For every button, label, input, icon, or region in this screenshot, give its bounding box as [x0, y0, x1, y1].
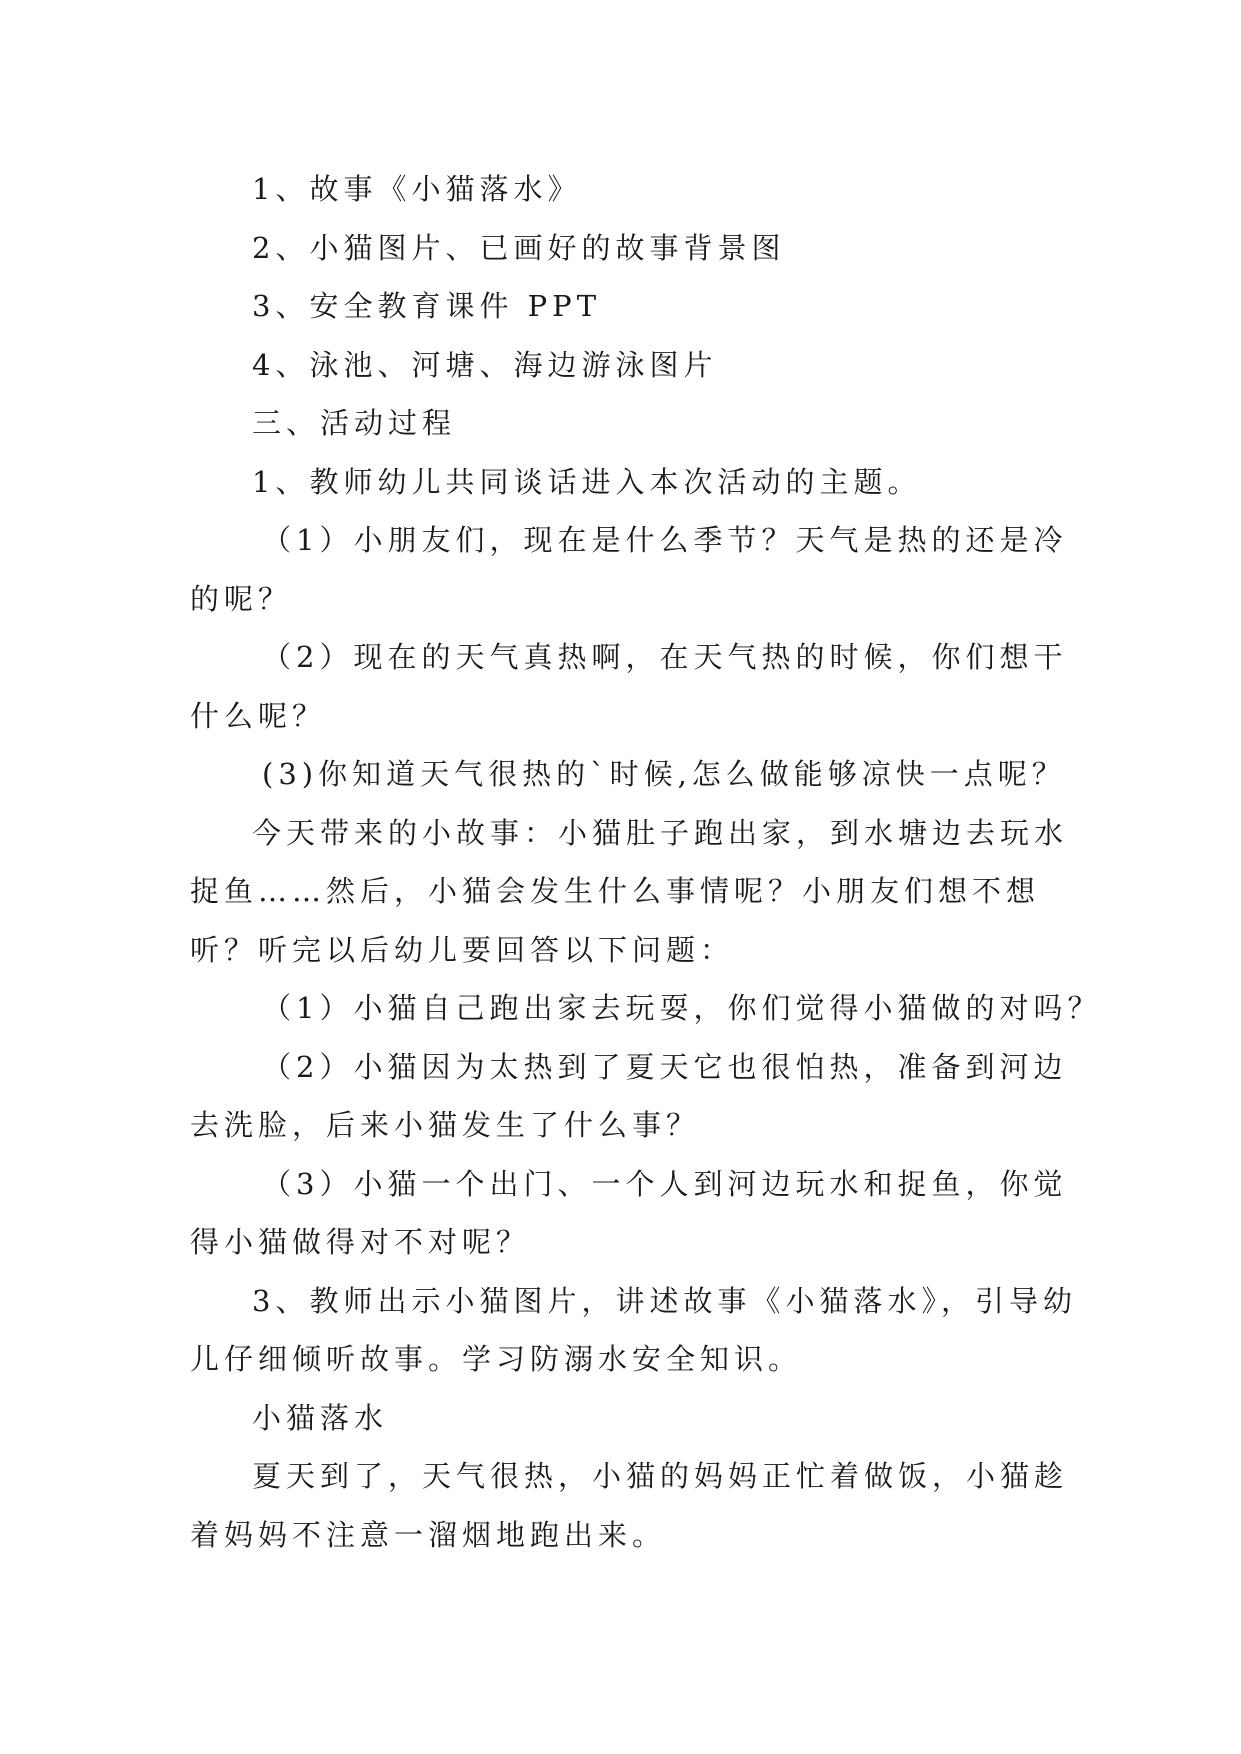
process-step-1: 1、教师幼儿共同谈话进入本次活动的主题。 [252, 464, 922, 499]
story-question-2-line-1: （2）小猫因为太热到了夏天它也很怕热，准备到河边 [262, 1049, 1068, 1084]
process-step-3-line-1: 3、教师出示小猫图片，讲述故事《小猫落水》，引导幼 [252, 1283, 1077, 1318]
story-text-line-1: 夏天到了，天气很热，小猫的妈妈正忙着做饭，小猫趁 [252, 1459, 1069, 1493]
question-1-line-1: （1）小朋友们，现在是什么季节？天气是热的还是冷 [262, 523, 1068, 557]
story-intro-line-3: 听？听完以后幼儿要回答以下问题： [190, 932, 735, 967]
section-heading: 三、活动过程 [252, 406, 457, 440]
material-item-1: 1、故事《小猫落水》 [252, 172, 582, 206]
document-page [190, 160, 1102, 1564]
question-1-line-2: 的呢？ [190, 581, 293, 616]
question-2-line-2: 什么呢？ [190, 698, 327, 733]
story-title: 小猫落水 [252, 1400, 389, 1435]
story-text-line-2: 着妈妈不注意一溜烟地跑出来。 [190, 1517, 667, 1552]
story-intro-line-1: 今天带来的小故事：小猫肚子跑出家，到水塘边去玩水 [252, 815, 1069, 850]
story-question-3-line-2: 得小猫做得对不对呢？ [190, 1225, 531, 1259]
story-question-3-line-1: （3）小猫一个出门、一个人到河边玩水和捉鱼，你觉 [262, 1166, 1068, 1201]
material-item-4: 4、泳池、河塘、海边游泳图片 [252, 347, 718, 382]
question-3: (3)你知道天气很热的`时候,怎么做能够凉快一点呢？ [262, 757, 1066, 791]
story-intro-line-2: 捉鱼……然后，小猫会发生什么事情呢？小朋友们想不想 [190, 874, 1041, 908]
story-question-2-line-2: 去洗脸，后来小猫发生了什么事？ [190, 1108, 701, 1142]
question-2-line-1: （2）现在的天气真热啊，在天气热的时候，你们想干 [262, 640, 1068, 674]
story-question-1: （1）小猫自己跑出家去玩耍，你们觉得小猫做的对吗？ [262, 991, 1102, 1025]
process-step-3-line-2: 儿仔细倾听故事。学习防溺水安全知识。 [190, 1342, 803, 1376]
material-item-2: 2、小猫图片、已画好的故事背景图 [252, 230, 786, 265]
material-item-3: 3、安全教育课件 PPT [252, 289, 602, 323]
